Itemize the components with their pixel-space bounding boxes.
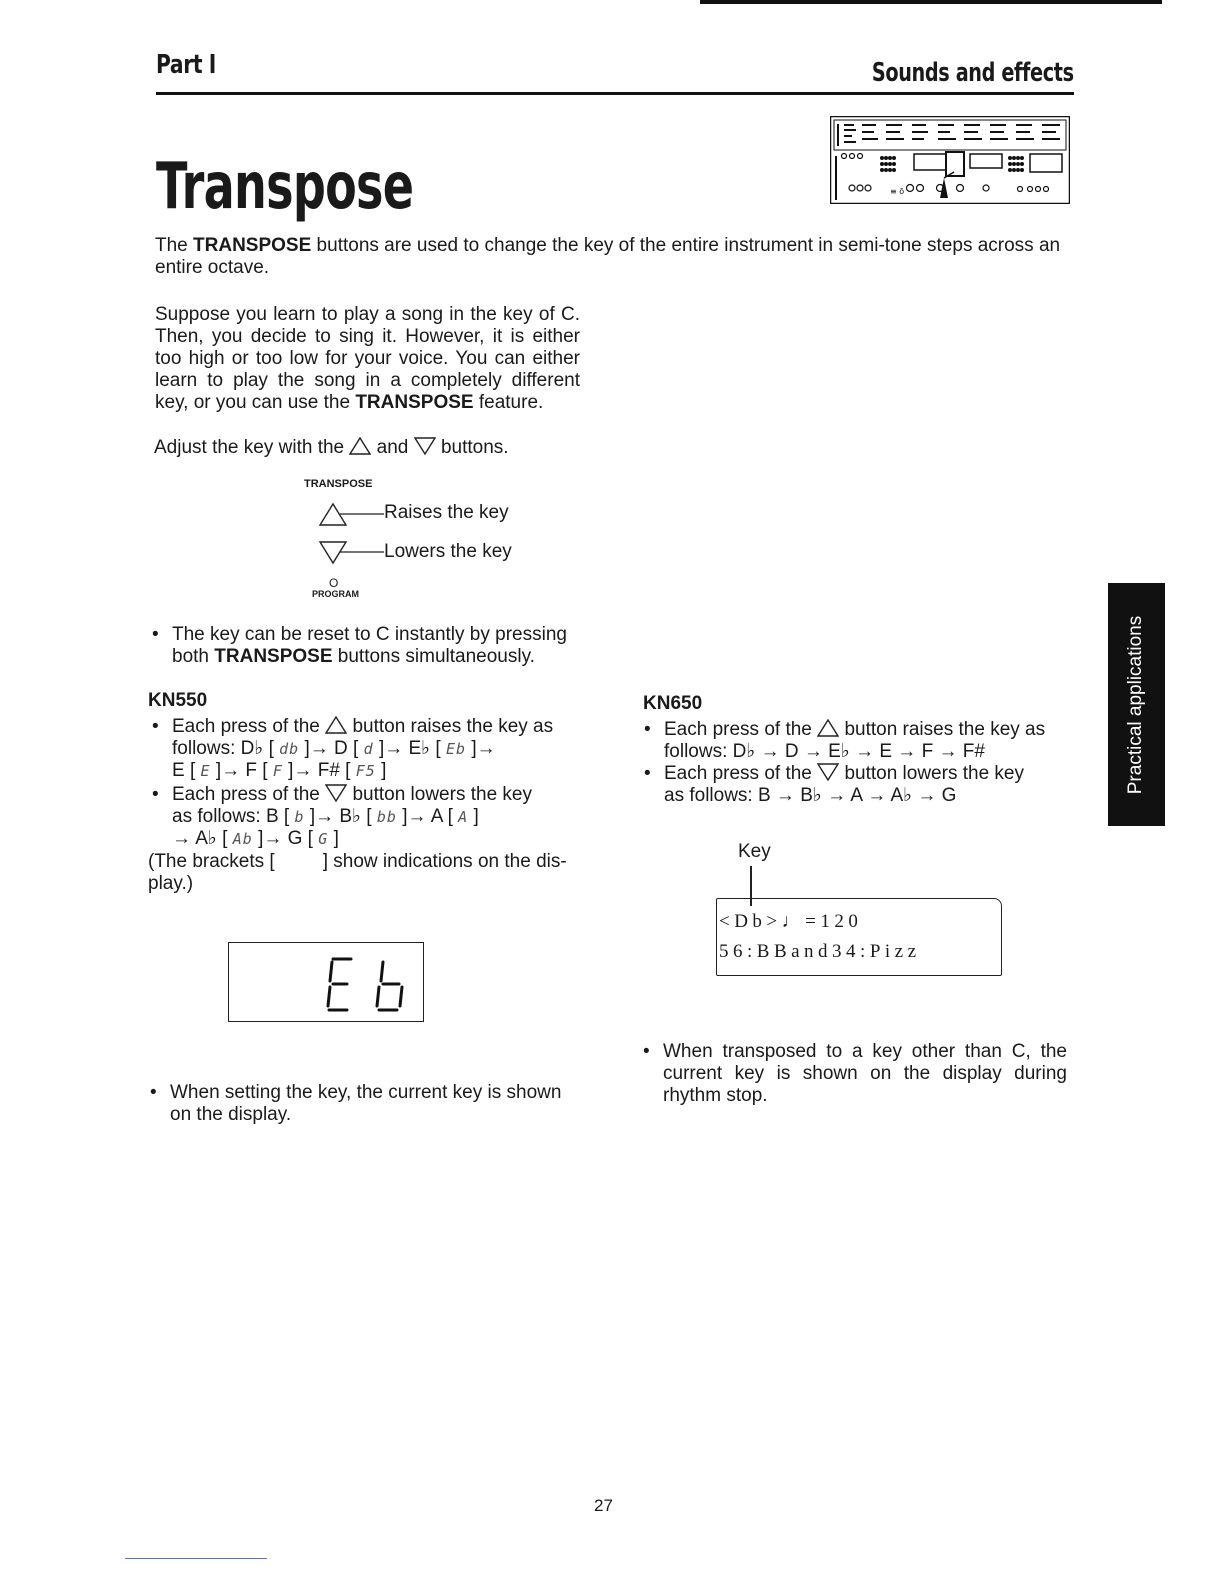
adjust-paragraph: Adjust the key with the and buttons. [154, 437, 509, 458]
header-rule [156, 92, 1074, 95]
kn650-raise-bullet: • Each press of the button raises the key as follows: D♭ → D → E♭ → E → F → F# [644, 719, 1046, 762]
intro-paragraph: The TRANSPOSE buttons are used to change the key of the entire instrument in semi-tone steps across an entire octave. [155, 235, 1061, 278]
footer-rule [125, 1558, 267, 1559]
control-panel-illustration [830, 116, 1070, 204]
down-triangle-icon [817, 763, 839, 781]
down-triangle-icon [325, 784, 347, 802]
suppose-paragraph: Suppose you learn to play a song in the key of C. Then, you decide to sing it. However, it is either too high or too low for your voice. You can either learn to play the song in a completely different key, or you can use the TRANSPOSE feature. [155, 304, 580, 413]
transpose-label: TRANSPOSE [304, 478, 373, 490]
top-rule [700, 0, 1162, 4]
kn650-lower-bullet: • Each press of the button lowers the key as follows: B → B♭ → A → A♭ → G [644, 763, 1024, 806]
kn550-lower-bullet: • Each press of the button lowers the key as follows: B [ b ]→ B♭ [ bb ]→ A [ A ] → A♭ [ Ab ]→ G [ G ] [152, 784, 532, 849]
part-label: Part I [156, 50, 216, 80]
kn550-heading: KN550 [148, 690, 208, 711]
raise-label: Raises the key [384, 502, 509, 523]
section-label: Sounds and effects [872, 58, 1074, 88]
down-triangle-icon [414, 437, 436, 455]
program-indicator: O [329, 576, 339, 590]
kn550-setting-note: • When setting the key, the current key is shown on the display. [150, 1082, 562, 1125]
side-tab-label: Practical applications [1125, 615, 1146, 795]
kn650-transposed-note: • When transposed to a key other than C, the current key is shown on the display during rhythm stop. [643, 1041, 1067, 1106]
led-display [228, 942, 424, 1022]
kn550-raise-bullet: • Each press of the button raises the key as follows: D♭ [ db ]→ D [ d ]→ E♭ [ Eb ]→ E [ E ]→ F [ F ]→ F# [ F5 ] [152, 716, 554, 781]
transpose-buttons-diagram [318, 500, 386, 572]
svg-text:≡ ō: ≡ ō [890, 187, 905, 196]
lcd-line-2: 56:BBand34:Pizz [719, 941, 921, 962]
side-tab [1108, 583, 1165, 826]
reset-bullet: • The key can be reset to C instantly by pressing both TRANSPOSE buttons simultaneously. [152, 624, 567, 667]
kn650-heading: KN650 [643, 693, 703, 714]
lcd-line-1: <Db>♩=120 [719, 911, 863, 932]
key-label: Key [738, 841, 771, 862]
led-digits [229, 943, 423, 1021]
brackets-note: (The brackets [ ] show indications on the dis- play.) [148, 851, 567, 894]
program-label: PROGRAM [312, 589, 359, 599]
lower-label: Lowers the key [384, 541, 512, 562]
up-triangle-icon [817, 719, 839, 737]
up-triangle-icon [349, 437, 371, 455]
up-triangle-icon [325, 716, 347, 734]
page-title: Transpose [156, 150, 414, 224]
lcd-display [716, 898, 1002, 976]
page-number: 27 [594, 1496, 613, 1515]
